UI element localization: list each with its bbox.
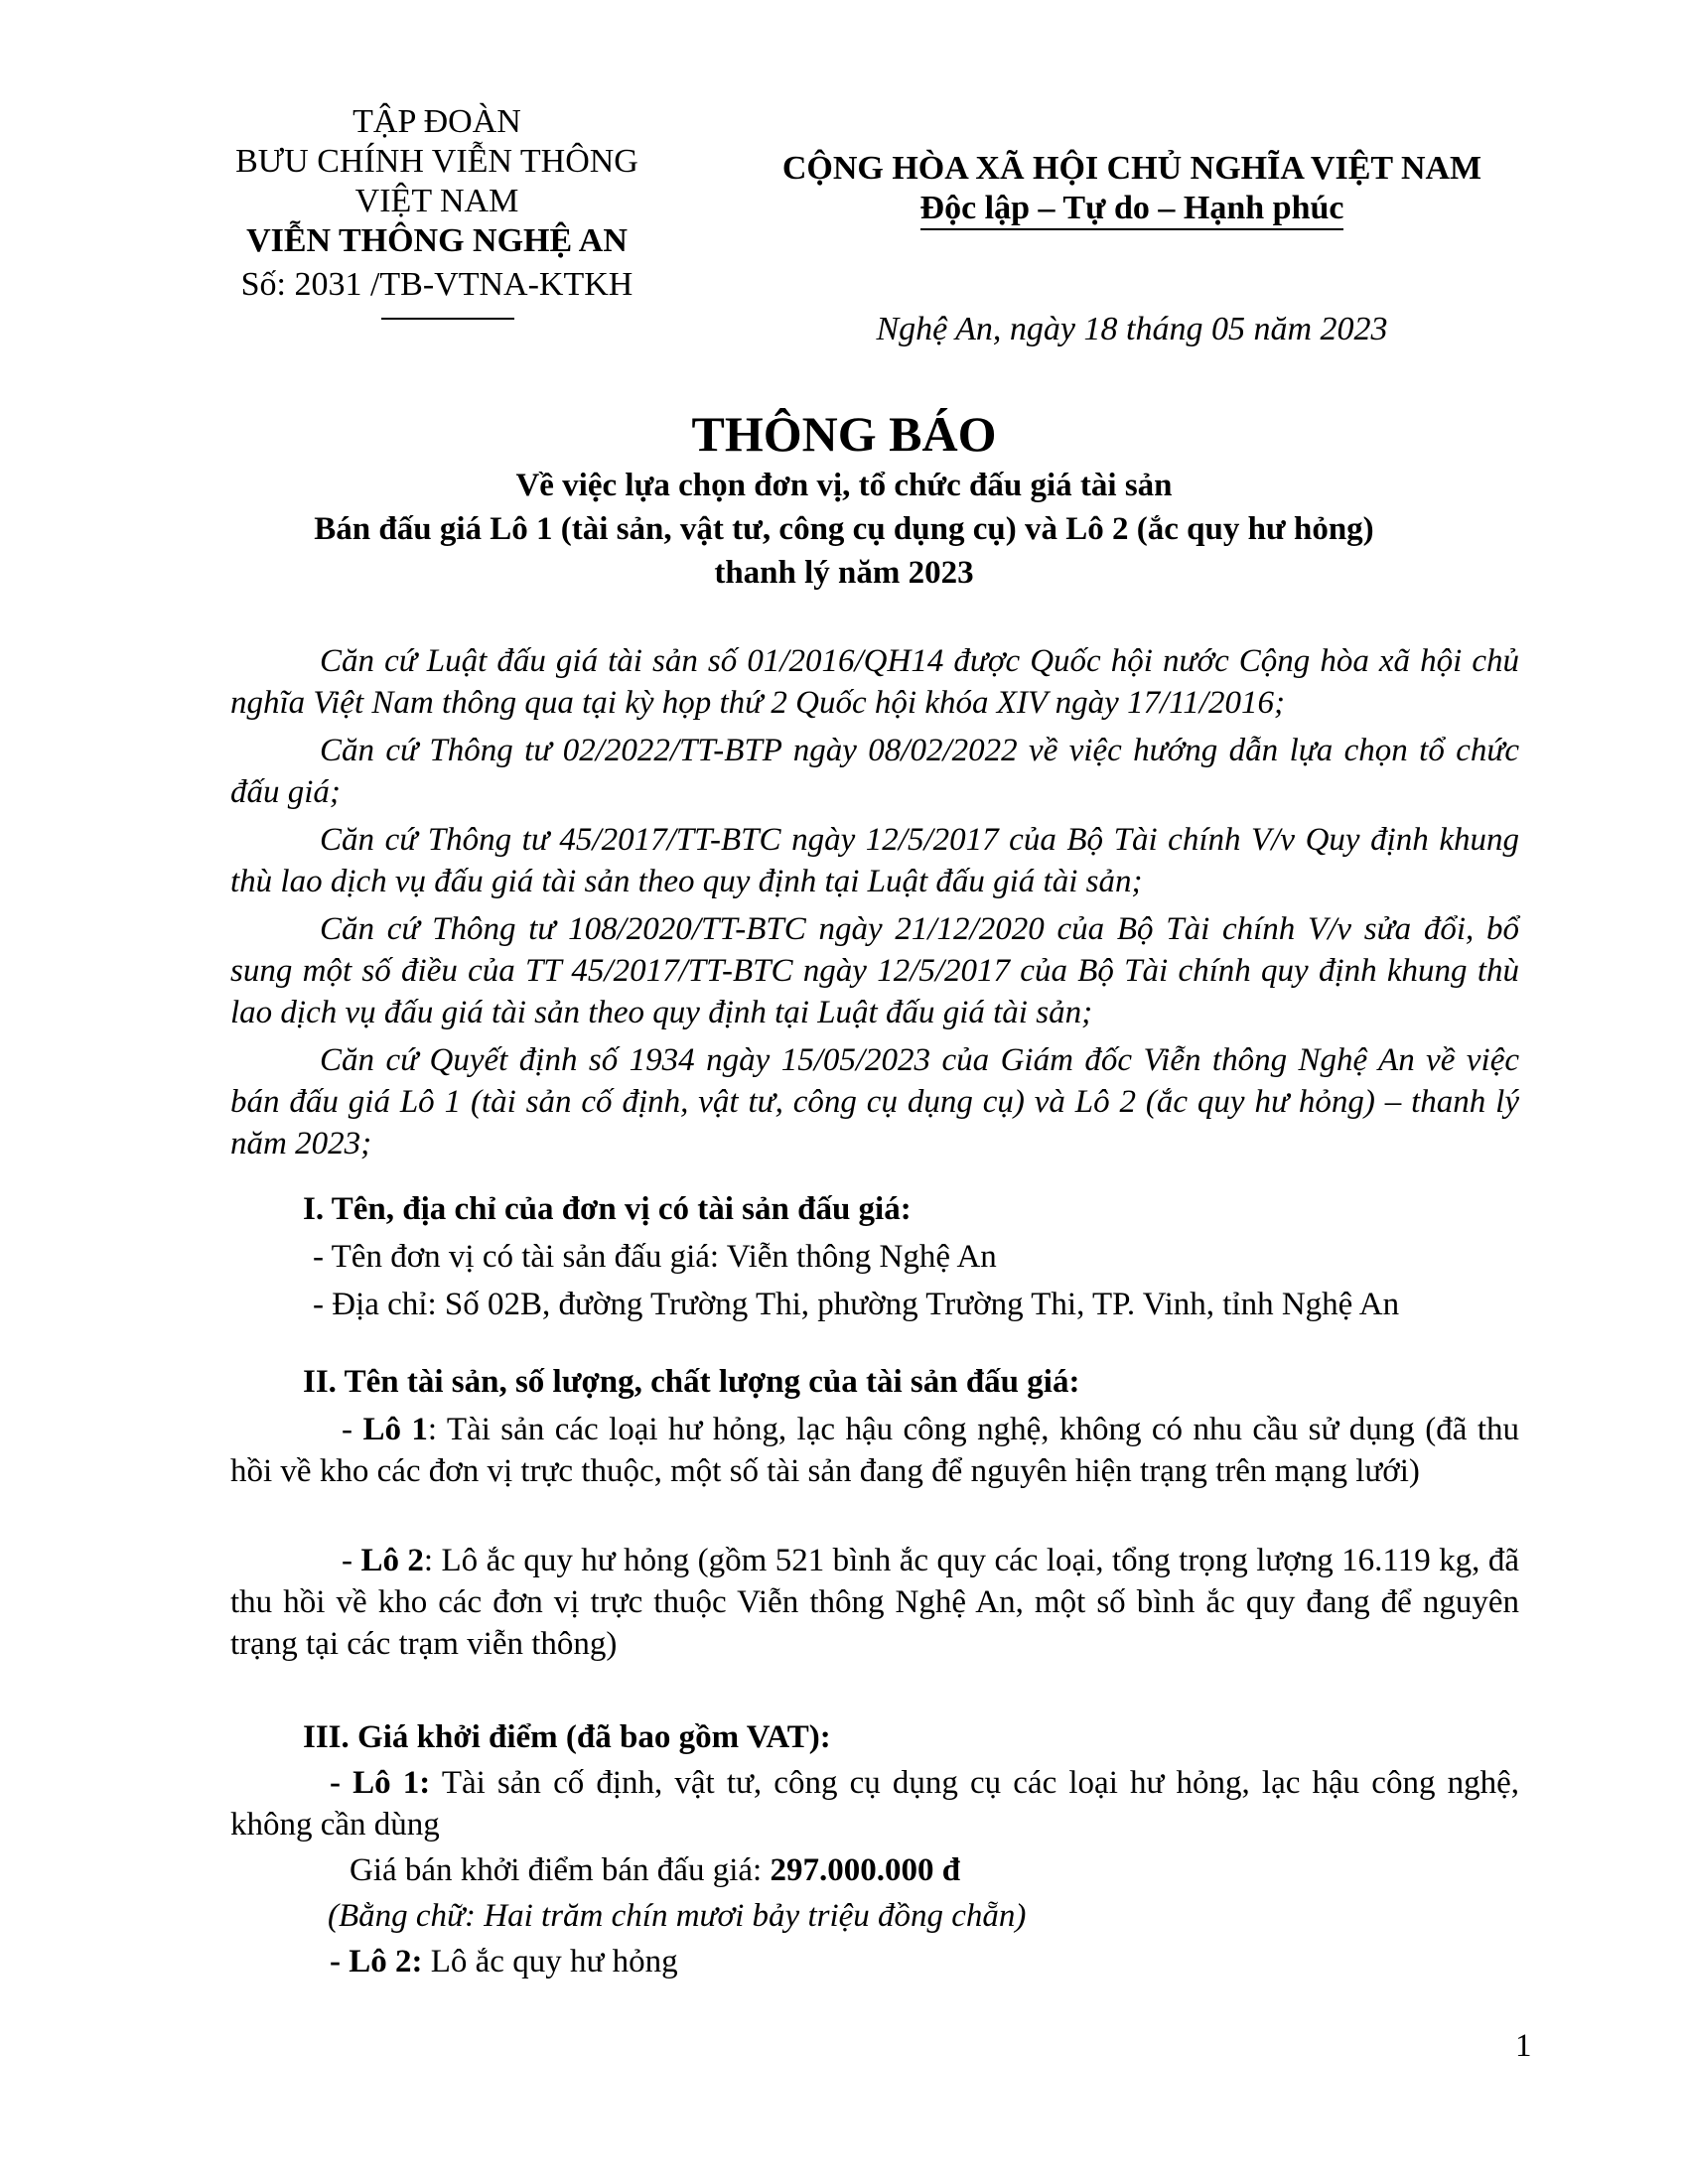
- subtitle-1: Về việc lựa chọn đơn vị, tổ chức đấu giá tài sản: [515, 468, 1173, 503]
- legal-basis-5: Căn cứ Quyết định số 1934 ngày 15/05/2023 của Giám đốc Viễn thông Nghệ An về việc bán đấu giá Lô 1 (tài sản cố định, vật tư, công cụ dụng cụ) và Lô 2 (ắc quy hư hỏng) – thanh lý năm 2023;: [230, 1042, 1519, 1161]
- unit-name: VIỄN THÔNG NGHỆ AN: [246, 222, 628, 259]
- legal-basis-2: Căn cứ Thông tư 02/2022/TT-BTP ngày 08/02/2022 về việc hướng dẫn lựa chọn tổ chức đấu giá;: [230, 733, 1519, 810]
- starting-price-value: 297.000.000 đ: [770, 1852, 961, 1888]
- section-3-lot-1: [230, 1762, 1519, 1845]
- section-2-lot-2: - Lô 2: Lô ắc quy hư hỏng (gồm 521 bình ắc quy các loại, tổng trọng lượng 16.119 kg, đã thu hồi về kho các đơn vị trực thuộc Viễn thông Nghệ An, một số bình ắc quy đang để nguyên trạng tại các trạm viễn thông): [230, 1543, 1519, 1662]
- section-2-lot-1: - Lô 1: Tài sản các loại hư hỏng, lạc hậu công nghệ, không có nhu cầu sử dụng (đã thu hồi về kho các đơn vị trực thuộc, một số tài sản đang để nguyên hiện trạng trên mạng lưới): [230, 1412, 1519, 1489]
- lot-2-label: Lô 2: [360, 1543, 424, 1578]
- section-3-lot-2: [330, 1941, 678, 1982]
- country-name: CỘNG HÒA XÃ HỘI CHỦ NGHĨA VIỆT NAM: [781, 150, 1482, 187]
- starting-price-line: [350, 1849, 960, 1891]
- lot-2-price-description: Lô ắc quy hư hỏng: [422, 1944, 678, 1979]
- org-line-1: TẬP ĐOÀN: [352, 103, 521, 140]
- lot-1-price-description: Tài sản cố định, vật tư, công cụ dụng cụ các loại hư hỏng, lạc hậu công nghệ, không cần dùng: [230, 1765, 1519, 1843]
- unit-underline: [381, 318, 514, 320]
- national-motto: Độc lập – Tự do – Hạnh phúc: [920, 190, 1344, 230]
- page-number: 1: [1515, 2028, 1532, 2064]
- section-1-heading: I. Tên, địa chỉ của đơn vị có tài sản đấu giá:: [303, 1191, 912, 1227]
- section-2-heading: II. Tên tài sản, số lượng, chất lượng của tài sản đấu giá:: [303, 1364, 1080, 1400]
- header-left: [199, 102, 675, 305]
- national-motto-wrapper: [755, 189, 1509, 228]
- legal-basis-4: Căn cứ Thông tư 108/2020/TT-BTC ngày 21/12/2020 của Bộ Tài chính V/v sửa đổi, bổ sung một số điều của TT 45/2017/TT-BTC ngày 12/5/2017 của Bộ Tài chính quy định khung thù lao dịch vụ đấu giá tài sản theo quy định tại Luật đấu giá tài sản;: [230, 911, 1519, 1030]
- place-date: Nghệ An, ngày 18 tháng 05 năm 2023: [876, 311, 1388, 347]
- legal-basis-1: Căn cứ Luật đấu giá tài sản số 01/2016/QH14 được Quốc hội nước Cộng hòa xã hội chủ nghĩa Việt Nam thông qua tại kỳ họp thứ 2 Quốc hội khóa XIV ngày 17/11/2016;: [230, 643, 1519, 721]
- address-line: - Địa chỉ: Số 02B, đường Trường Thi, phường Trường Thi, TP. Vinh, tỉnh Nghệ An: [313, 1287, 1400, 1322]
- org-line-3: VIỆT NAM: [354, 183, 519, 219]
- lot-1-description: : Tài sản các loại hư hỏng, lạc hậu công nghệ, không có nhu cầu sử dụng (đã thu hồi về kho các đơn vị trực thuộc, một số tài sản đang để nguyên hiện trạng trên mạng lưới): [230, 1412, 1519, 1489]
- subtitle-3: thanh lý năm 2023: [714, 555, 974, 591]
- lot-1-price-label: - Lô 1:: [330, 1765, 431, 1801]
- lot-1-label: Lô 1: [362, 1412, 428, 1447]
- legal-basis-3: Căn cứ Thông tư 45/2017/TT-BTC ngày 12/5/2017 của Bộ Tài chính V/v Quy định khung thù lao dịch vụ đấu giá tài sản theo quy định tại Luật đấu giá tài sản;: [230, 822, 1519, 899]
- document-number: Số: 2031 /TB-VTNA-KTKH: [240, 266, 633, 303]
- lot-2-description: : Lô ắc quy hư hỏng (gồm 521 bình ắc quy các loại, tổng trọng lượng 16.119 kg, đã thu hồi về kho các đơn vị trực thuộc Viễn thông Nghệ An, một số bình ắc quy đang để nguyên trạng tại các trạm viễn thông): [230, 1543, 1519, 1662]
- starting-price-label: Giá bán khởi điểm bán đấu giá:: [350, 1852, 771, 1888]
- lot-2-price-label: - Lô 2:: [330, 1944, 423, 1979]
- section-3-heading: III. Giá khởi điểm (đã bao gồm VAT):: [303, 1719, 831, 1755]
- subtitle-2: Bán đấu giá Lô 1 (tài sản, vật tư, công cụ dụng cụ) và Lô 2 (ắc quy hư hỏng): [314, 511, 1374, 547]
- org-line-2: BƯU CHÍNH VIỄN THÔNG: [235, 143, 638, 180]
- price-in-words: (Bằng chữ: Hai trăm chín mươi bảy triệu đồng chẵn): [328, 1898, 1027, 1934]
- document-title: THÔNG BÁO: [691, 406, 997, 462]
- unit-name-line: - Tên đơn vị có tài sản đấu giá: Viễn thông Nghệ An: [313, 1239, 997, 1275]
